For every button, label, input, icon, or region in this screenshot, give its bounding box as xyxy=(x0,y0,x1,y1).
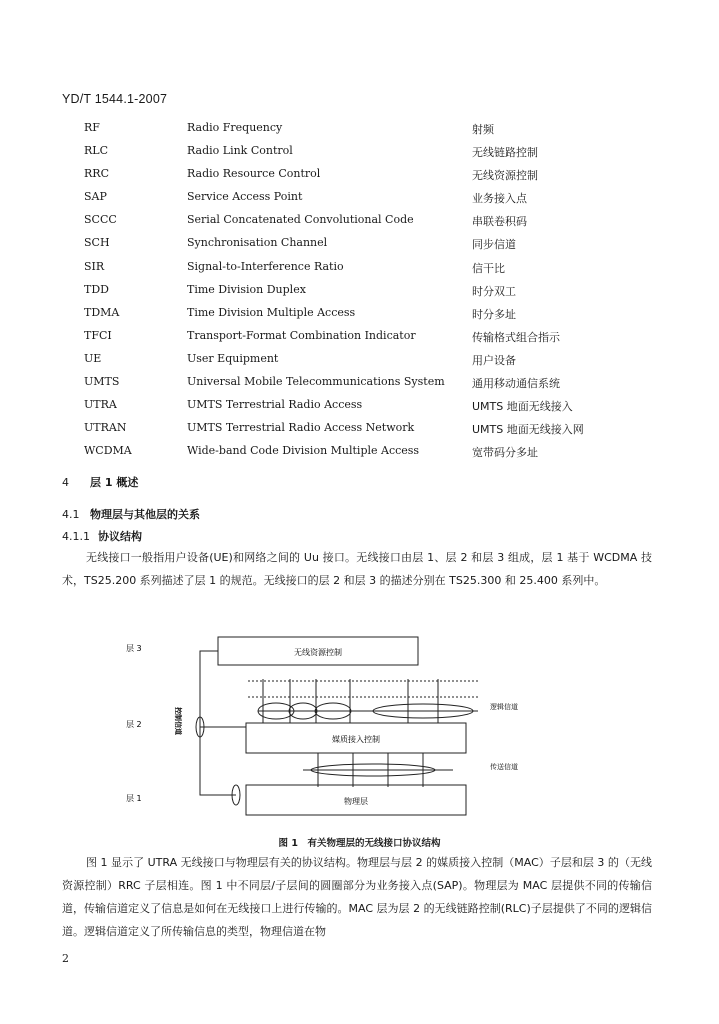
figure-caption: 图 1 有关物理层的无线接口协议结构 xyxy=(278,838,441,849)
section-4-1-heading xyxy=(62,506,200,522)
paragraph-protocol-structure: 无线接口一般指用户设备(UE)和网络之间的 Uu 接口。无线接口由层 1、层 2 和层 3 组成，层 1 基于 WCDMA 技术，TS25.200 系列描述了层 1 的规范。无线接口的层 2 和层 3 的描述分别在 TS25.300 和 25.400 系列中。 xyxy=(62,551,652,587)
abbreviation-chinese: 射频 xyxy=(472,123,494,136)
abbreviation-term: TFCI xyxy=(84,328,112,342)
abbreviation-chinese: 用户设备 xyxy=(472,353,516,367)
paragraph-figure-description: 图 1 显示了 UTRA 无线接口与物理层有关的协议结构。物理层与层 2 的媒质接入控制（MAC）子层和层 3 的（无线资源控制）RRC 子层相连。图 1 中不同层/子层间的圆圈部分为业务接入点(SAP)。物理层为 MAC 层提供不同的传输信道，传输信道定义了信息是如何在无线接口上进行传输的。MAC 层为层 2 的无线链路控制(RLC)子层提供了不同的逻辑信道。逻辑信道定义了所传输信息的类型，物理信道在物 xyxy=(62,856,652,938)
rrc-box-label: 无线资源控制 xyxy=(294,648,342,657)
layer-2-label: 层 2 xyxy=(126,720,142,729)
abbreviation-english: Radio Resource Control xyxy=(187,167,321,181)
abbreviation-chinese: 时分多址 xyxy=(472,307,516,321)
abbreviation-chinese: 通用移动通信系统 xyxy=(472,377,560,391)
abbreviation-row xyxy=(0,257,719,280)
abbreviation-row xyxy=(0,118,719,141)
section-number: 4.1 xyxy=(62,508,80,521)
abbreviation-term: TDD xyxy=(84,282,109,296)
section-title: 物理层与其他层的关系 xyxy=(90,508,200,521)
abbreviation-term: RRC xyxy=(84,167,109,181)
abbreviation-row xyxy=(0,233,719,256)
abbreviation-english: Signal-to-Interference Ratio xyxy=(187,259,344,273)
abbreviation-english: Transport-Format Combination Indicator xyxy=(187,328,416,342)
transport-channel-label: 传送信道 xyxy=(490,763,518,771)
abbreviation-row xyxy=(0,441,719,464)
abbreviation-chinese: 传输格式组合指示 xyxy=(472,330,560,344)
abbreviation-term: TDMA xyxy=(84,305,120,319)
layer-3-label: 层 3 xyxy=(126,644,142,653)
abbreviation-row xyxy=(0,372,719,395)
abbreviation-term: UTRAN xyxy=(84,421,127,435)
abbreviation-row xyxy=(0,280,719,303)
abbreviation-chinese: 串联卷积码 xyxy=(472,215,527,229)
abbreviation-list xyxy=(0,118,719,464)
abbreviation-term: WCDMA xyxy=(84,444,132,458)
abbreviation-term: SAP xyxy=(84,190,107,204)
abbreviation-row xyxy=(0,418,719,441)
section-title: 协议结构 xyxy=(98,530,142,543)
abbreviation-english: UMTS Terrestrial Radio Access xyxy=(187,398,363,412)
section-4-1-1-heading xyxy=(62,528,142,544)
section-4-heading xyxy=(62,474,138,490)
abbreviation-term: SCH xyxy=(84,236,110,250)
abbreviation-english: Universal Mobile Telecommunications System xyxy=(187,375,445,389)
abbreviation-row xyxy=(0,187,719,210)
logical-channel-label: 逻辑信道 xyxy=(490,703,518,711)
abbreviation-row xyxy=(0,164,719,187)
abbreviation-chinese: UMTS 地面无线接入 xyxy=(472,400,573,414)
abbreviation-english: Synchronisation Channel xyxy=(187,236,328,250)
section-number: 4.1.1 xyxy=(62,530,90,543)
abbreviation-english: Wide-band Code Division Multiple Access xyxy=(187,444,420,458)
abbreviation-english: Time Division Duplex xyxy=(187,282,306,296)
abbreviation-english: Radio Link Control xyxy=(187,144,293,158)
protocol-structure-figure xyxy=(118,635,578,835)
abbreviation-english: Time Division Multiple Access xyxy=(187,305,356,319)
section-number: 4 xyxy=(62,476,69,489)
abbreviation-chinese: 同步信道 xyxy=(472,238,516,252)
layer-1-label: 层 1 xyxy=(126,794,142,803)
abbreviation-row xyxy=(0,326,719,349)
abbreviation-english: Radio Frequency xyxy=(187,121,283,134)
mac-box-label: 媒质接入控制 xyxy=(332,735,380,744)
abbreviation-english: User Equipment xyxy=(187,351,279,365)
abbreviation-english: UMTS Terrestrial Radio Access Network xyxy=(187,421,415,435)
abbreviation-row xyxy=(0,395,719,418)
abbreviation-english: Serial Concatenated Convolutional Code xyxy=(187,213,414,227)
phy-box-label: 物理层 xyxy=(344,797,368,806)
page-number: 2 xyxy=(62,952,69,965)
abbreviation-row xyxy=(0,349,719,372)
abbreviation-chinese: 宽带码分多址 xyxy=(472,446,538,460)
abbreviation-term: SCCC xyxy=(84,213,117,227)
control-line-phy xyxy=(200,651,236,795)
abbreviation-term: SIR xyxy=(84,259,105,273)
section-title: 层 1 概述 xyxy=(90,476,139,489)
abbreviation-term: UTRA xyxy=(84,398,117,412)
abbreviation-chinese: 无线链路控制 xyxy=(472,146,538,160)
control-channel-label: 控制信道 xyxy=(174,707,182,735)
document-id: YD/T 1544.1-2007 xyxy=(62,92,168,106)
abbreviation-term: RF xyxy=(84,121,100,134)
abbreviation-chinese: 业务接入点 xyxy=(472,192,527,206)
abbreviation-chinese: 无线资源控制 xyxy=(472,169,538,183)
abbreviation-row xyxy=(0,210,719,233)
abbreviation-term: UE xyxy=(84,351,102,365)
abbreviation-row xyxy=(0,141,719,164)
abbreviation-term: RLC xyxy=(84,144,109,158)
abbreviation-row xyxy=(0,303,719,326)
abbreviation-term: UMTS xyxy=(84,375,120,389)
abbreviation-english: Service Access Point xyxy=(187,190,303,204)
abbreviation-chinese: 时分双工 xyxy=(472,284,516,298)
abbreviation-chinese: UMTS 地面无线接入网 xyxy=(472,423,584,437)
abbreviation-chinese: 信干比 xyxy=(472,261,505,275)
